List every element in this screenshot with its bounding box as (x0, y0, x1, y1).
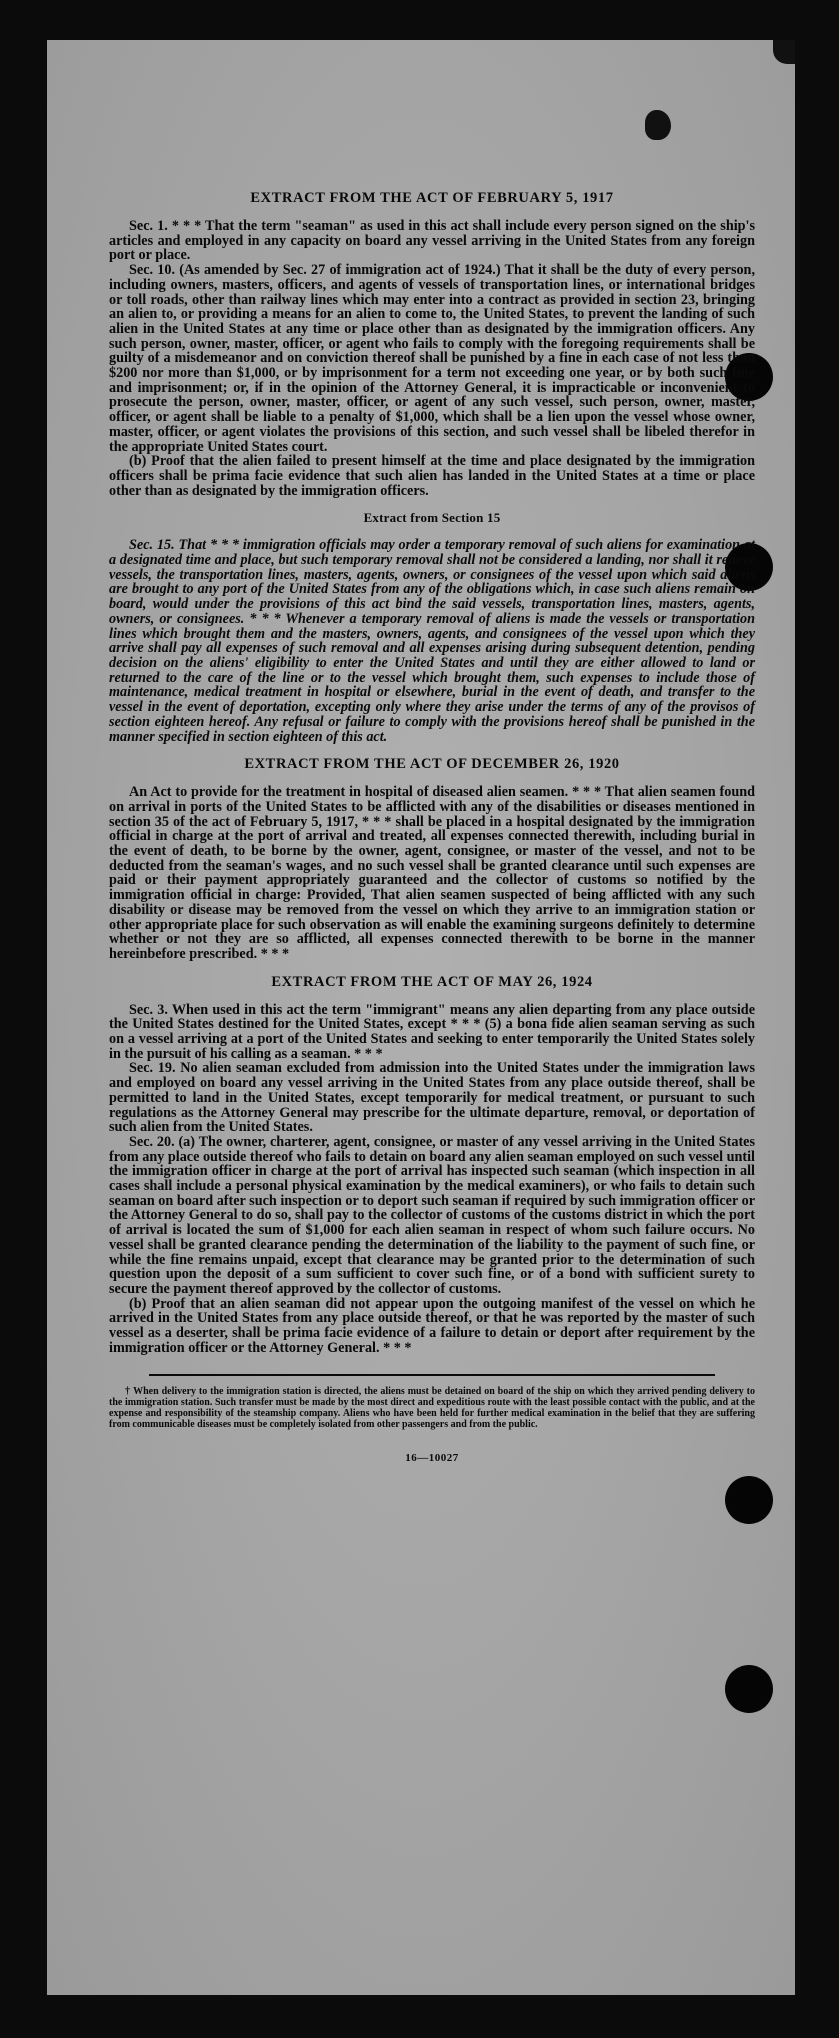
ink-smudge (645, 110, 671, 140)
paragraph: Sec. 10. (As amended by Sec. 27 of immigration act of 1924.) That it shall be the duty of every person, including owners, masters, officers, and agents of vessels of transportation lines, or international bridges or toll roads, other than railway lines which may enter into a contract as provided in section 23, bringing an alien to, or providing a means for an alien to come to, the United States, to prevent the landing of such alien in the United States at any time or place other than as designated by the immigration officers. Any such person, owner, master, officer, or agent who fails to comply with the foregoing requirements shall be guilty of a misdemeanor and on conviction thereof shall be punished by a fine in each case of not less than $200 nor more than $1,000, or by imprisonment for a term not exceeding one year, or by both such fine and imprisonment; or, if in the opinion of the Attorney General, it is impracticable or inconvenient to prosecute the person, owner, master, officer, or agent of any such vessel, such person, owner, master, officer, or agent shall be liable to a penalty of $1,000, which shall be a lien upon the vessel whose owner, master, officer, or agent violates the provisions of this section, and such vessel shall be libeled therefor in the appropriate United States court. (109, 262, 755, 455)
paragraph: Sec. 19. No alien seaman excluded from admission into the United States under the immigration laws and employed on board any vessel arriving in the United States from any place outside thereof, shall be permitted to land in the United States, except temporarily for medical treatment, or pursuant to such regulations as the Attorney General may prescribe for the ultimate departure, removal, or deportation of such alien from the United States. (109, 1060, 755, 1136)
paragraph: Sec. 20. (a) The owner, charterer, agent, consignee, or master of any vessel arriving in the United States from any place outside thereof who fails to detain on board any alien seaman employed on such vessel until the immigration officer in charge at the port of arrival has inspected such seaman (which inspection in all cases shall include a personal physical examination by the medical examiners), or who fails to detain such seaman on board after such inspection or to deport such seaman if required by such immigration officer or the Attorney General to do so, shall pay to the collector of customs of the customs district in which the port of arrival is located the sum of $1,000 for each alien seaman in respect of whom such failure occurs. No vessel shall be granted clearance pending the determination of the liability to the payment of such fine, or while the fine remains unpaid, except that clearance may be granted prior to the determination of such question upon the deposit of a sum sufficient to cover such fine, or of a bond with sufficient surety to secure the payment thereof approved by the collector of customs. (109, 1133, 755, 1297)
top-corner-tear (773, 40, 795, 64)
paragraph: Sec. 15. That * * * immigration officials may order a temporary removal of such aliens for examination at a designated time and place, but such temporary removal shall not be considered a landing, nor shall it relieve vessels, the transportation lines, masters, agents, owners, or consignees of the vessel upon which said aliens are brought to any port of the United States from any of the obligations which, in case such aliens remain on board, would under the provisions of this act bind the said vessels, transportation lines, masters, agents, owners, or consignees. * * * Whenever a temporary removal of aliens is made the vessels or transportation lines which brought them and the masters, owners, agents, and consignees of the vessel upon which they arrive shall pay all expenses of such removal and all expenses arising during subsequent detention, pending decision on the aliens' eligibility to enter the United States and until they are either allowed to land or returned to the care of the line or to the vessel which brought them, such expenses to include those of maintenance, medical treatment in hospital or elsewhere, burial in the event of death, and transfer to the vessel in the event of deportation, excepting only where they arise under the terms of any of the provisos of section eighteen hereof. Any refusal or failure to comply with the provisions hereof shall be punished in the manner specified in section eighteen of this act. (109, 537, 755, 745)
punch-hole (725, 1476, 773, 1524)
section-heading: EXTRACT FROM THE ACT OF FEBRUARY 5, 1917 (250, 190, 614, 206)
section-heading: Extract from Section 15 (363, 510, 501, 526)
paragraph: An Act to provide for the treatment in hospital of diseased alien seamen. * * * That alien seamen found on arrival in ports of the United States to be afflicted with any of the disabilities or diseases mentioned in section 35 of the act of February 5, 1917, * * * shall be placed in a hospital designated by the immigration official in charge at the port of arrival and treated, all expenses connected therewith, including burial in the event of death, to be borne by the owner, agent, consignee, or master of the vessel, and not to be deducted from the seaman's wages, and no such vessel shall be granted clearance until such expenses are paid or their payment appropriately guaranteed and the collector of customs so notified by the immigration official in charge: Provided, That alien seamen suspected of being afflicted with any such disability or disease may be removed from the vessel on which they arrive to an immigration station or other appropriate place for such observation as will enable the examining surgeons definitely to determine whether or not they are so afflicted, all expenses connected therewith to be borne in the manner hereinbefore prescribed. * * * (109, 784, 755, 962)
paragraph: (b) Proof that the alien failed to present himself at the time and place designated by the immigration officers shall be prima facie evidence that such alien has landed in the United States at a time or place other than as designated by the immigration officers. (109, 453, 755, 499)
paragraph: Sec. 1. * * * That the term "seaman" as used in this act shall include every person signed on the ship's articles and employed in any capacity on board any vessel arriving in the United States from any foreign port or place. (109, 218, 755, 264)
paragraph: (b) Proof that an alien seaman did not appear upon the outgoing manifest of the vessel on which he arrived in the United States from any place outside thereof, or that he was reported by the master of such vessel as a deserter, shall be prima facie evidence of a failure to detain or deport after requirement by the immigration officer or the Attorney General. * * * (109, 1295, 755, 1356)
document-page (47, 40, 795, 1995)
section-heading: EXTRACT FROM THE ACT OF DECEMBER 26, 1920 (244, 756, 620, 773)
divider (149, 1374, 715, 1376)
footnote: † When delivery to the immigration station is directed, the aliens must be detained on board of the ship on which they arrived pending delivery to the immigration station. Such transfer must be made by the most direct and expeditious route with the least possible contact with the public, and at the expense and responsibility of the steamship company. Aliens who have been held for further medical examination in the belief that they are suffering from communicable diseases must be completely isolated from other passengers and from the public. (109, 1385, 755, 1431)
punch-hole (725, 1665, 773, 1713)
section-heading: EXTRACT FROM THE ACT OF MAY 26, 1924 (271, 973, 593, 990)
print-number: 16—10027 (405, 1452, 459, 1465)
document-text (109, 190, 755, 1464)
paragraph: Sec. 3. When used in this act the term "immigrant" means any alien departing from any place outside the United States destined for the United States, except * * * (5) a bona fide alien seaman serving as such on a vessel arriving at a port of the United States and seeking to enter temporarily the United States solely in the pursuit of his calling as a seaman. * * * (109, 1001, 755, 1062)
